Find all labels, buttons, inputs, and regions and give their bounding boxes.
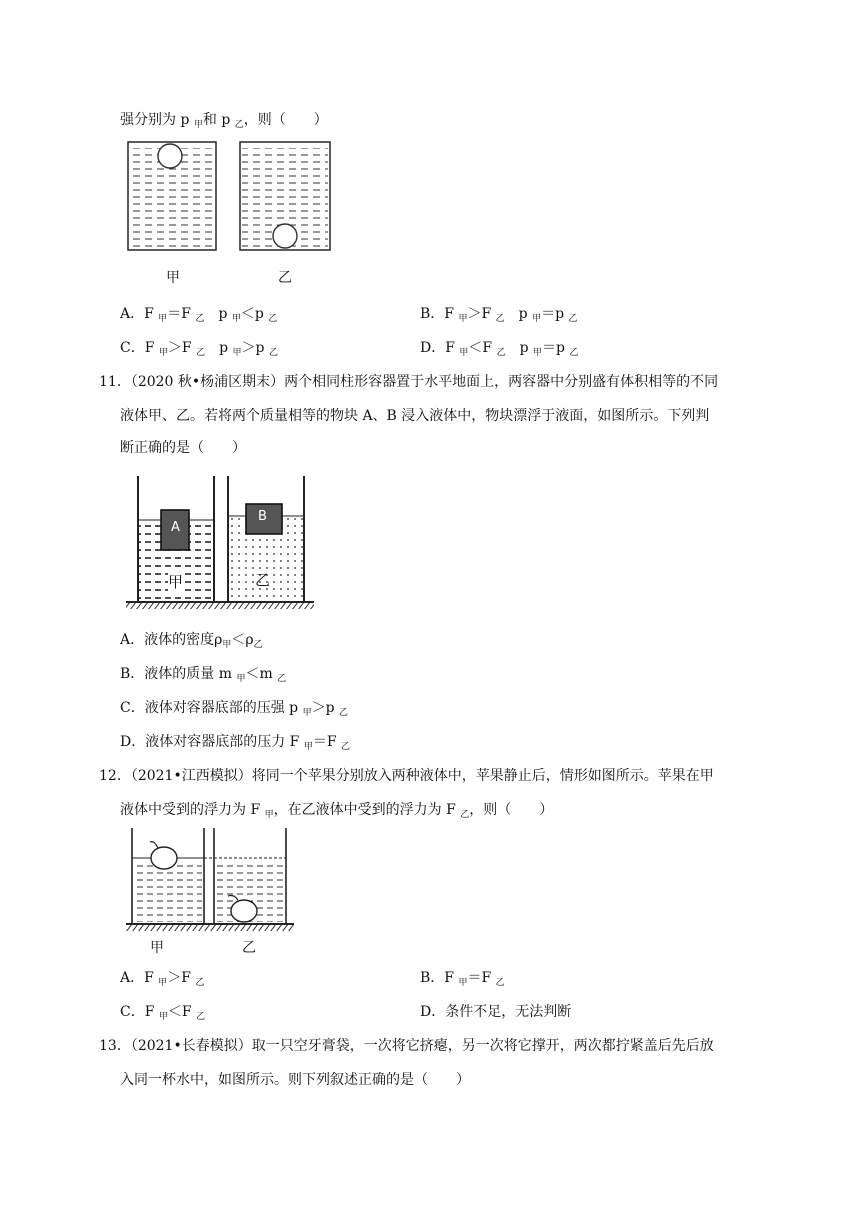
q12-option-a[interactable]: A．F $_甲$＞F $_乙$ bbox=[120, 970, 205, 988]
q12-option-c[interactable]: C．F $_甲$＜F $_乙$ bbox=[120, 1004, 206, 1022]
q11-option-c[interactable]: C．液体对容器底部的压强 p $_甲$＞p $_乙$ bbox=[120, 700, 349, 718]
q12-figure bbox=[126, 828, 298, 940]
q10-option-c[interactable]: C．F $_甲$＞F $_乙$ p $_甲$＞p $_乙$ bbox=[120, 340, 278, 358]
q11-option-b[interactable]: B．液体的质量 m $_甲$＜m $_乙$ bbox=[120, 666, 287, 684]
q12-stem-line-2: 液体中受到的浮力为 F $_甲$，在乙液体中受到的浮力为 F $_乙$，则（ ） bbox=[120, 802, 554, 820]
q11-block-b-label: B bbox=[258, 509, 267, 524]
q12-apple-yi bbox=[231, 900, 257, 922]
q12-label-jia: 甲 bbox=[150, 940, 164, 956]
q11-liquid-yi-label: 乙 bbox=[255, 571, 271, 589]
q11-option-a[interactable]: A．液体的密度$\rho_甲<\rho_乙$ bbox=[120, 632, 263, 650]
q11-figure bbox=[124, 474, 320, 610]
q10-ball-jia bbox=[158, 144, 182, 168]
q11-stem-line-1: 11．（2020 秋•杨浦区期末）两个相同柱形容器置于水平地面上，两容器中分别盛有体积相等的不同 bbox=[99, 374, 719, 390]
q10-stem-tail: 强分别为 p $_甲$和 p $_乙$，则（ ） bbox=[120, 112, 328, 130]
q10-option-a[interactable]: A．F $_甲$＝F $_乙$ p $_甲$＜p $_乙$ bbox=[120, 306, 278, 324]
q11-liquid-jia-label: 甲 bbox=[168, 573, 184, 591]
q10-figure bbox=[120, 138, 340, 288]
q13-stem-line-1: 13．（2021•长春模拟）取一只空牙膏袋，一次将它挤瘪，另一次将它撑开，两次都拧紧盖后先后放 bbox=[99, 1038, 714, 1054]
q11-block-a-label: A bbox=[171, 520, 180, 535]
q10-ball-yi bbox=[273, 224, 297, 248]
q11-stem-line-3: 断正确的是（ ） bbox=[120, 440, 246, 456]
q10-label-jia: 甲 bbox=[166, 270, 180, 286]
q10-option-d[interactable]: D．F $_甲$＜F $_乙$ p $_甲$＝p $_乙$ bbox=[420, 340, 579, 358]
q10-option-b[interactable]: B．F $_甲$＞F $_乙$ p $_甲$＝p $_乙$ bbox=[420, 306, 578, 324]
q12-apple-jia bbox=[151, 847, 177, 869]
q12-stem-line-1: 12．（2021•江西模拟）将同一个苹果分别放入两种液体中，苹果静止后，情形如图所示。苹果在甲 bbox=[99, 768, 714, 784]
q11-stem-line-2: 液体甲、乙。若将两个质量相等的物块 A、B 浸入液体中，物块漂浮于液面，如图所示。下列判 bbox=[120, 408, 710, 424]
q11-option-d[interactable]: D．液体对容器底部的压力 F $_甲$＝F $_乙$ bbox=[120, 734, 351, 752]
q12-label-yi: 乙 bbox=[242, 940, 256, 956]
q10-label-yi: 乙 bbox=[278, 270, 292, 286]
q12-option-d[interactable]: D．条件不足，无法判断 bbox=[420, 1004, 572, 1020]
q13-stem-line-2: 入同一杯水中，如图所示。则下列叙述正确的是（ ） bbox=[120, 1072, 470, 1088]
q12-option-b[interactable]: B．F $_甲$＝F $_乙$ bbox=[420, 970, 505, 988]
